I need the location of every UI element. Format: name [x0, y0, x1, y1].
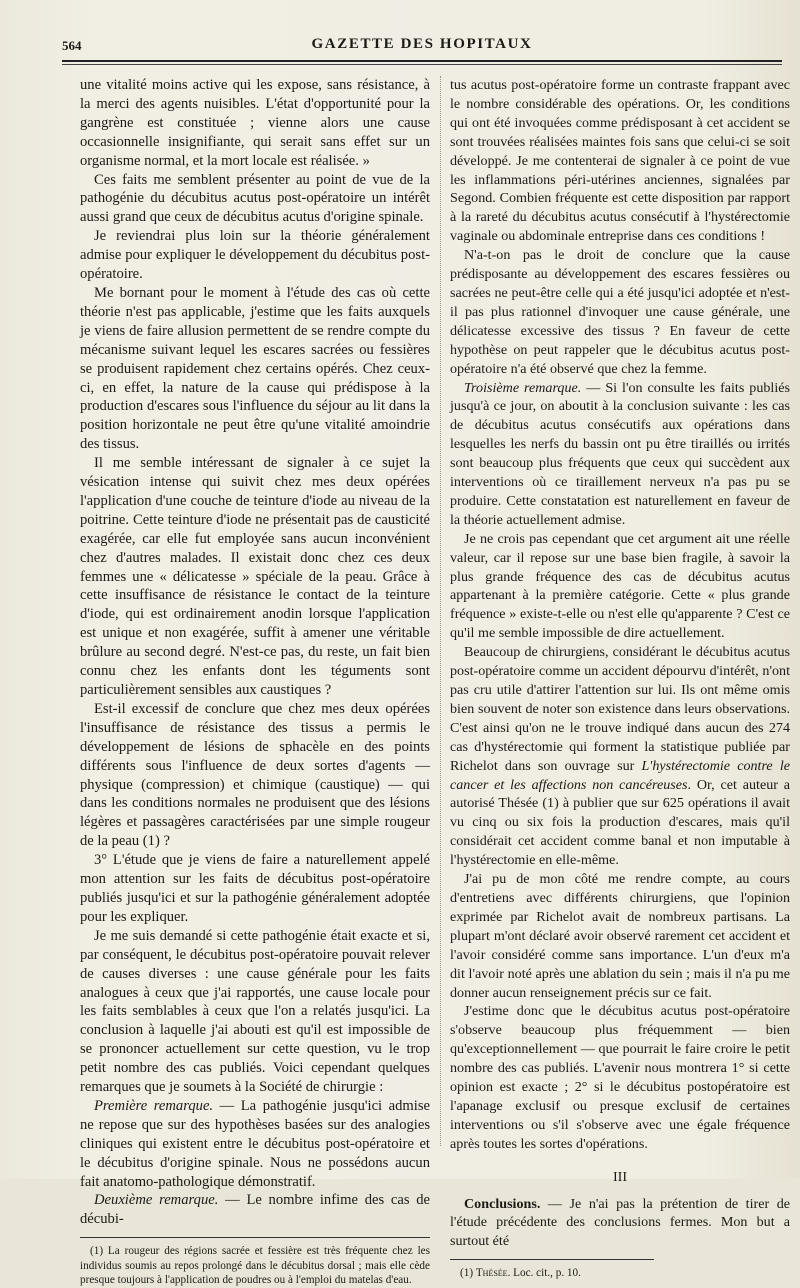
remark-text: — La pathogénie jusqu'ici admise ne repose que sur des hypothèses basées sur des analogies cliniques qui existent entre le décubitus post-opératoire et le décubitus d'origine spinale. Nous ne possédons aucun fait anatomo-pathologique démonstratif. — [80, 1097, 430, 1190]
remark-text: — Le nombre infime des cas de décubi- — [80, 1192, 431, 1228]
conclusions-label: Conclusions. — [464, 1195, 541, 1212]
remark-third — [450, 379, 790, 530]
paragraph: J'estime donc que le décubitus acutus post-opératoire s'observe beaucoup plus fréquemment — bien qu'exceptionnellement — que pourrait le faire croire le petit nombre des cas publiés. L'avenir nous montrera 1° si cette opinion est exacte ; 2° si le décubitus postopératoire est l'apanage exclusif ou presque exclusif de certaines interventions ou s'il s'observe avec une égale fréquence après toutes les sortes d'opérations. — [450, 1003, 790, 1152]
footnote-number: (1) — [460, 1267, 476, 1280]
paragraph: N'a-t-on pas le droit de conclure que la cause prédisposante au développement des escares fessières ou sacrées ne peut-être celle qui a été jusqu'ici adoptée et n'est-il pas plus rationnel d'invoquer une cause générale, une délicatesse excessive des tissus ? En faveur de cette hypothèse on peut rappeler que le décubitus acutus post-opératoire n'a été observé que chez la femme. — [450, 247, 790, 377]
footnote-author: Thésée — [475, 1267, 508, 1280]
conclusions-text: — Je n'ai pas la prétention de tirer de l'étude précédente des conclusions fermes. Mon but a surtout été — [450, 1195, 790, 1250]
remark-label: Première remarque. — [94, 1097, 214, 1114]
paragraph: Je me suis demandé si cette pathogénie était exacte et si, par conséquent, le décubitus post-opératoire pouvait relever de causes diverses : une cause générale pour les faits analogues à ceux que j'ai rapportés, une cause locale pour les faits semblables à ceux que l'on a relatés jusqu'ici. La conclusion à laquelle j'ai abouti est qu'il est impossible de se prononcer actuellement sur cette question, vu le trop petit nombre des cas publiés. Voici cependant quelques remarques que je soumets à la Société de chirurgie : — [80, 927, 430, 1096]
paragraph-text: . Or, cet auteur a autorisé Thésée (1) à publier que sur 625 opérations il avait vu cinq ou six fois la production d'escares, mais qu'il considérait cet accident comme banal et non imputable à l'hystérectomie en elle-même. — [450, 776, 791, 869]
paragraph: Est-il excessif de conclure que chez mes deux opérées l'insuffisance de résistance des tissus a permis le développement de lésions de sphacèle en des points différents sous l'influence de deux sortes d'agents — physique (compression) et chimique (caustique) — qui dans les conditions normales ne produisent que des lésions légères et passagères caractérisées par une simple rougeur de la peau (1) ? — [80, 700, 430, 850]
paragraph: Je reviendrai plus loin sur la théorie généralement admise pour expliquer le développement du décubitus post-opératoire. — [80, 228, 430, 283]
book-title: L'hystérectomie contre le cancer et les affections non cancéreuses — [450, 757, 790, 793]
running-title: GAZETTE DES HOPITAUX — [311, 36, 533, 52]
remark-label: Deuxième remarque. — [94, 1192, 219, 1209]
right-column — [450, 76, 791, 1280]
footnote-reference: . Loc. cit., p. 10. — [507, 1267, 581, 1280]
footnote-rule — [80, 1237, 430, 1238]
paragraph-richelot — [450, 643, 790, 870]
header-rule-thin — [62, 64, 782, 65]
paragraph: Me bornant pour le moment à l'étude des cas où cette théorie n'est pas applicable, j'estime que les faits auxquels je viens de faire allusion permettent de se rendre compte du mécanisme suivant lequel les escares sacrées ou fessières se produisent rapidement chez certains opérés. Chez ceux-ci, en effet, la nature de la cause qui prédispose à la production d'escares sous l'influence du séjour au lit dans la position horizontale ne peut être qu'une vitalité amoindrie des tissus. — [80, 284, 430, 453]
page-header — [62, 32, 782, 58]
paragraph: tus acutus post-opératoire forme un contraste frappant avec le nombre considérable des opérations. Or, les conditions qui ont été invoquées comme prédisposant à cet accident se sont trouvées réalisées maintes fois sans que celui-ci se soit développé. Je me contenterai de signaler à ce point de vue les inflammations péri-utérines anciennes, signalées par Segond. Combien fréquente est cette disposition par rapport à la rareté du décubitus acutus consécutif à l'hystérectomie vaginale ou abdominale entreprise dans ces conditions ! — [450, 77, 790, 245]
conclusions-paragraph — [450, 1195, 790, 1252]
left-column — [80, 76, 431, 1287]
remark-second — [80, 1191, 430, 1229]
paragraph: 3° L'étude que je viens de faire a naturellement appelé mon attention sur les faits de décubitus post-opératoire publiés jusqu'ici et sur la pathogénie généralement adoptée pour les expliquer. — [80, 852, 430, 925]
paragraph: Je ne crois pas cependant que cet argument ait une réelle valeur, car il repose sur une base bien fragile, à savoir la plus grande fréquence des cas de décubitus acutus appartenant à la première catégorie. Cette « plus grande fréquence » existe-t-elle ou n'est elle qu'apparente ? C'est ce qu'il me semble impossible de dire actuellement. — [450, 530, 790, 642]
column-divider — [440, 76, 441, 1146]
remark-text: — Si l'on consulte les faits publiés jusqu'à ce jour, on aboutit à la conclusion suivante : les cas de décubitus acutus consécutifs aux opérations dans lesquelles les nerfs du bassin ont pu être tiraillés ou irrités sont beaucoup plus fréquents que ceux qui succèdent aux interventions où ce tiraillement nerveux n'a pas pu se produire. Cette constatation est naturellement en faveur de la théorie actuellement admise. — [450, 379, 790, 528]
section-number: III — [612, 1168, 628, 1185]
paragraph: Ces faits me semblent présenter au point de vue de la pathogénie du décubitus acutus post-opératoire un intérêt aussi grand que ceux de décubitus acutus d'origine spinale. — [80, 171, 430, 226]
page-number: 564 — [62, 38, 82, 53]
header-rule-thick — [62, 60, 782, 62]
remark-label: Troisième remarque. — [464, 379, 582, 396]
footnote: (1) La rougeur des régions sacrée et fessière est très fréquente chez les individus soumis au repos prolongé dans le décubitus dorsal ; mais elle cède presque toujours à l'application de poudres ou à l'emploi du matelas d'eau. — [80, 1245, 430, 1287]
footnote-rule — [450, 1259, 654, 1260]
footnote — [450, 1266, 790, 1281]
paragraph-text: Beaucoup de chirurgiens, considérant le décubitus acutus post-opératoire comme un accident dépourvu d'intérêt, n'ont pas cru utile d'attirer l'attention sur lui. Ils ont même omis bien souvent de noter son existence dans leurs observations. C'est ainsi qu'on ne le trouve indiqué dans aucun des 274 cas d'hystérectomie qui forment la statistique publiée par Richelot dans son ouvrage sur — [450, 644, 790, 774]
paragraph: Il me semble intéressant de signaler à ce sujet la vésication intense qui suivit chez mes deux opérées l'application d'une couche de teinture d'iode au niveau de la poitrine. Cette teinture d'iode ne présentait pas de causticité exagérée, car elle fut employée sans aucun inconvénient chez d'autres malades. Il existait donc chez ces deux femmes une « délicatesse » spéciale de la peau. Grâce à cette insuffisance de résistance le contact de la teinture d'iode, qui est ordinairement anodin lorsque l'application est unique et non exagérée, suffit à amener une véritable brûlure au second degré. N'est-ce pas, du reste, un fait bien connu chez les enfants dont les téguments sont particulièrement sensibles aux caustiques ? — [80, 455, 430, 698]
paragraph: J'ai pu de mon côté me rendre compte, au cours d'entretiens avec différents chirurgiens, que l'opinion exprimée par Richelot avait de nombreux partisans. La plupart m'ont déclaré avoir observé rarement cet accident et l'avoir considéré comme sans importance. L'un d'eux m'a dit l'avoir noté après une ablation du sein ; mais il n'a pu me donner aucun renseignement précis sur ce fait. — [450, 871, 790, 1001]
remark-first — [80, 1097, 430, 1192]
paragraph: une vitalité moins active qui les expose, sans résistance, à la merci des agents nuisibles. L'état d'opportunité pour la gangrène est constituée ; vienne alors une cause occasionnelle insignifiante, qui serait sans effet sur un organisme normal, et la mort locale est réalisée. » — [80, 77, 430, 169]
